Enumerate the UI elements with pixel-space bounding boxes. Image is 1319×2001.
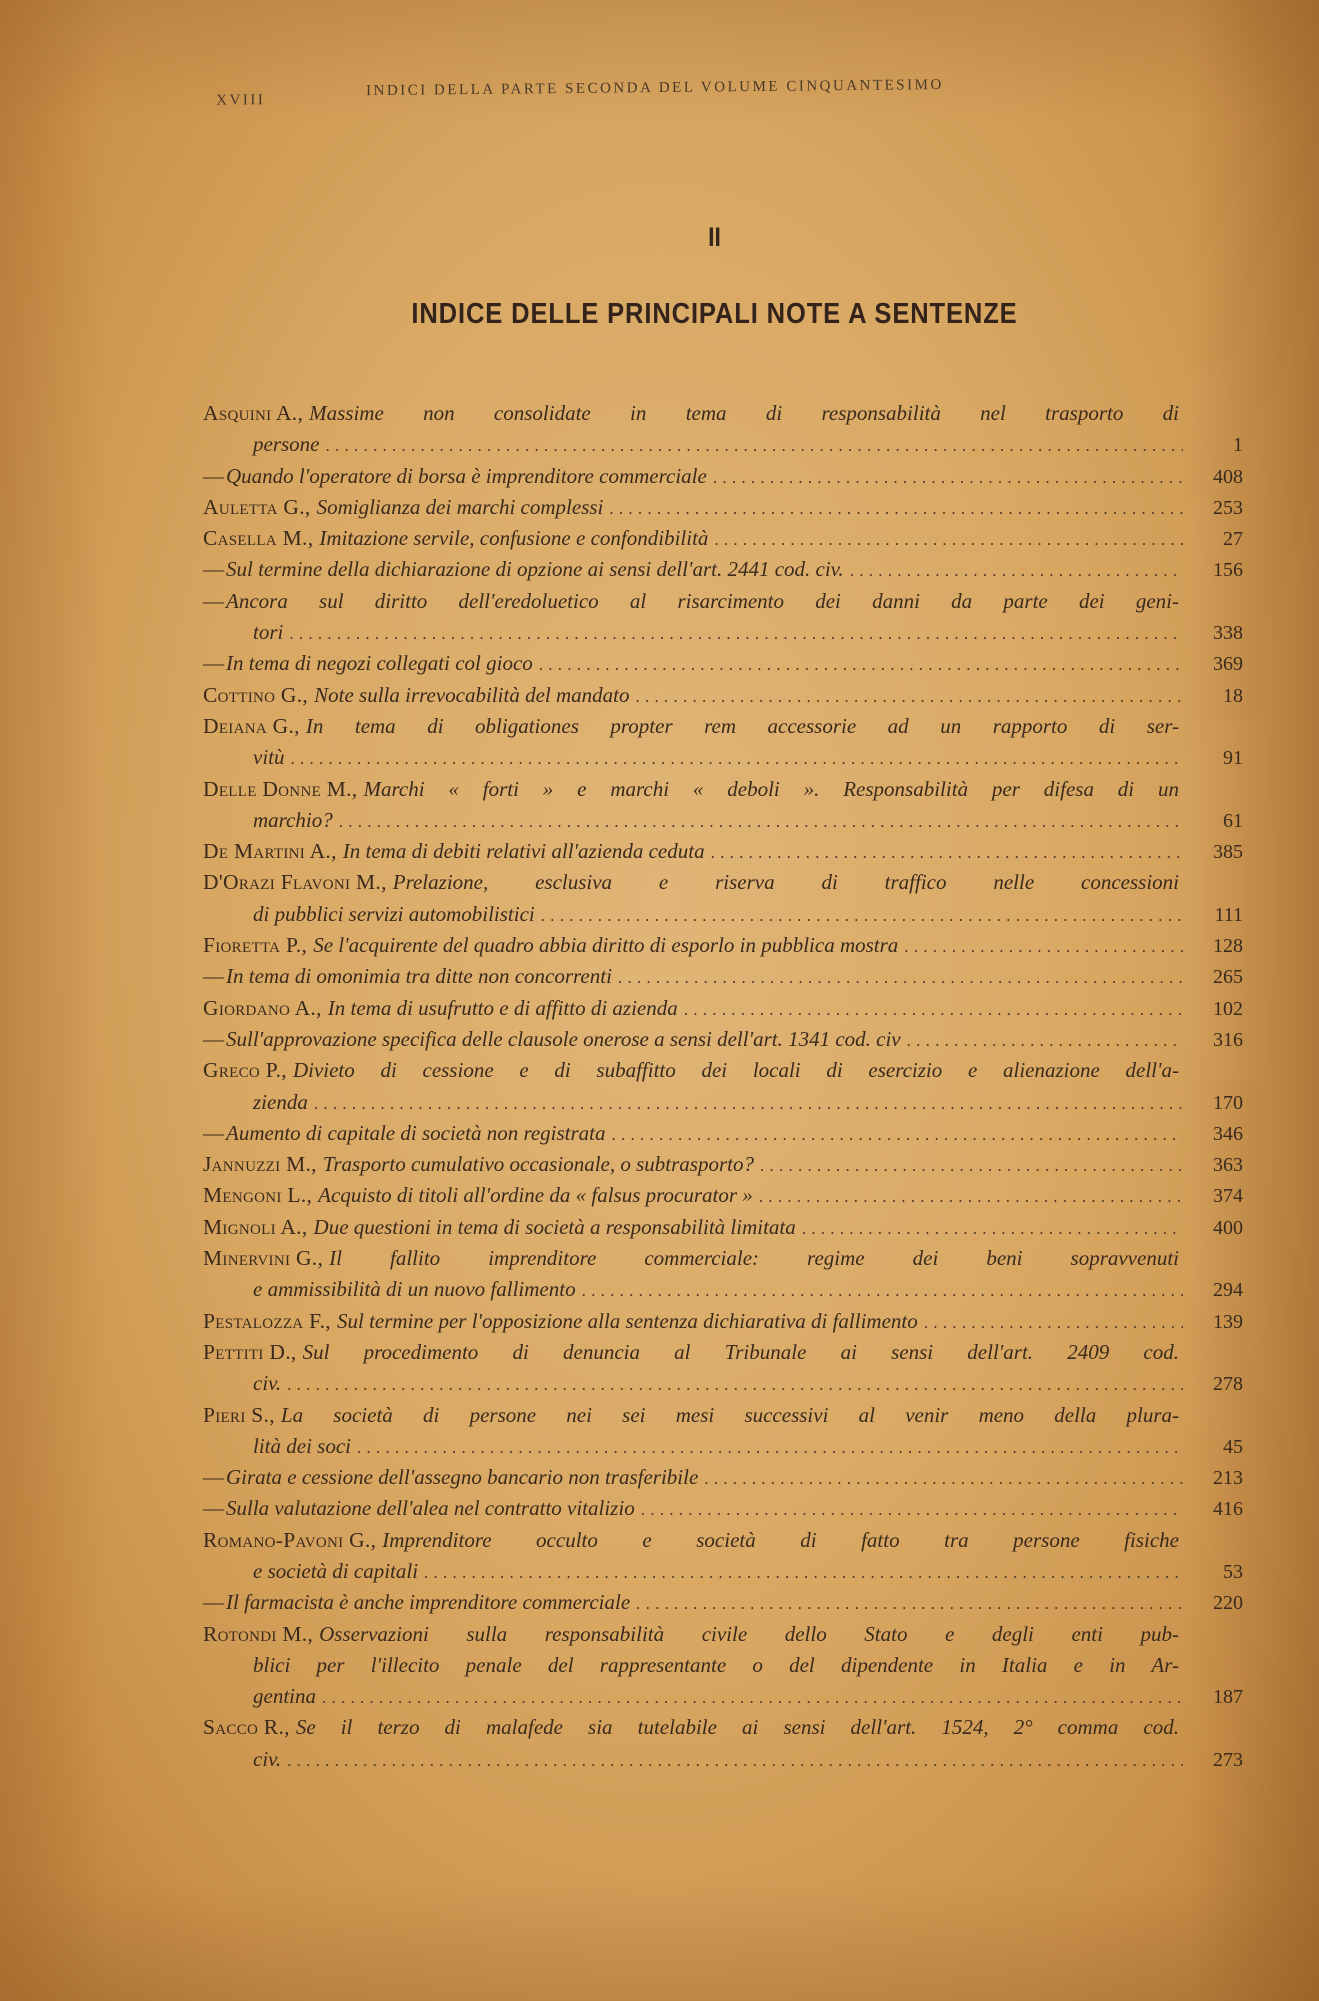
toc-line — [203, 492, 1243, 523]
entry-page-number: 187 — [1213, 1686, 1243, 1709]
dot-leader — [641, 1494, 1183, 1525]
entry-page-number: 278 — [1213, 1373, 1243, 1396]
toc-line — [203, 774, 1243, 805]
entry-author: Pieri S., — [203, 1402, 275, 1427]
entry-page-number: 128 — [1213, 935, 1243, 958]
toc-line — [203, 617, 1243, 648]
entry-author: Jannuzzi M., — [203, 1152, 317, 1177]
toc-entry — [203, 1149, 1243, 1180]
entry-page-number: 346 — [1213, 1122, 1243, 1145]
toc-line — [203, 1431, 1243, 1462]
entry-page-number: 385 — [1213, 841, 1243, 864]
table-of-contents — [203, 398, 1243, 1775]
entry-title: Imprenditore occulto e società di fatto tra persone fisiche — [382, 1527, 1179, 1552]
entry-title: In tema di usufrutto e di affitto di azienda — [327, 995, 678, 1020]
entry-page-number: 363 — [1213, 1154, 1243, 1177]
toc-entry — [203, 648, 1243, 679]
entry-page-number: 45 — [1223, 1435, 1243, 1458]
entry-title: Trasporto cumulativo occasionale, o subtrasporto? — [322, 1152, 754, 1177]
dot-leader — [759, 1181, 1183, 1212]
entry-page-number: 213 — [1213, 1467, 1243, 1490]
dot-leader — [924, 1307, 1183, 1338]
dot-leader — [289, 618, 1183, 649]
dot-leader — [684, 994, 1183, 1025]
entry-title: lità dei soci — [253, 1433, 351, 1458]
entry-title: Girata e cessione dell'assegno bancario non trasferibile — [226, 1465, 699, 1490]
toc-line — [203, 680, 1243, 711]
entry-title: Massime non consolidate in tema di responsabilità nel trasporto di — [309, 401, 1179, 425]
toc-line — [203, 836, 1243, 867]
running-head — [216, 75, 1106, 109]
dot-leader — [760, 1150, 1183, 1181]
entry-title: Il farmacista è anche imprenditore commerciale — [226, 1590, 631, 1615]
entry-title: Prelazione, esclusiva e riserva di traffico nelle concessioni — [392, 870, 1179, 895]
toc-entry — [203, 1619, 1243, 1713]
toc-line — [203, 1400, 1243, 1431]
toc-entry — [203, 461, 1243, 492]
dot-leader — [635, 681, 1183, 712]
entry-dash: — — [203, 1465, 224, 1490]
entry-page-number: 374 — [1213, 1185, 1243, 1208]
dot-leader — [711, 837, 1183, 868]
dot-leader — [291, 743, 1184, 774]
entry-page-number: 273 — [1213, 1748, 1243, 1771]
entry-title: Sul termine della dichiarazione di opzione ai sensi dell'art. 2441 cod. civ. — [226, 557, 844, 582]
section-title: INDICE DELLE PRINCIPALI NOTE A SENTENZE — [411, 298, 1018, 330]
toc-line — [203, 1556, 1243, 1587]
dot-leader — [714, 524, 1183, 555]
entry-author: Romano-Pavoni G., — [203, 1527, 377, 1552]
toc-line — [203, 1337, 1243, 1368]
entry-title: e società di capitali — [253, 1558, 419, 1583]
dot-leader — [850, 555, 1183, 586]
toc-entry — [203, 930, 1243, 961]
dot-leader — [802, 1213, 1183, 1244]
toc-entry — [203, 398, 1243, 461]
toc-line — [203, 1274, 1243, 1305]
toc-line — [203, 742, 1243, 773]
toc-line — [203, 1525, 1243, 1556]
entry-title: Imitazione servile, confusione e confondibilità — [319, 526, 709, 551]
entry-page-number: 265 — [1213, 966, 1243, 989]
entry-title: Sulla valutazione dell'alea nel contratto vitalizio — [226, 1496, 635, 1521]
entry-title: Osservazioni sulla responsabilità civile dello Stato e degli enti pub- — [319, 1621, 1179, 1646]
entry-author: Pestalozza F., — [203, 1308, 331, 1333]
toc-entry — [203, 1180, 1243, 1211]
toc-line — [203, 1744, 1243, 1775]
entry-dash: — — [203, 557, 224, 582]
entry-dash: — — [203, 651, 224, 676]
entry-page-number: 170 — [1213, 1091, 1243, 1114]
toc-line — [203, 648, 1243, 679]
toc-line — [203, 1493, 1243, 1524]
entry-title: In tema di debiti relativi all'azienda ceduta — [342, 839, 705, 864]
entry-page-number: 27 — [1223, 528, 1243, 551]
entry-page-number: 400 — [1213, 1216, 1243, 1239]
entry-title: gentina — [253, 1684, 316, 1709]
toc-entry — [203, 1462, 1243, 1493]
toc-line — [203, 1087, 1243, 1118]
entry-title: Se il terzo di malafede sia tutelabile ai sensi dell'art. 1524, 2° comma cod. — [295, 1715, 1179, 1740]
toc-entry — [203, 1212, 1243, 1243]
entry-dash: — — [203, 1120, 224, 1145]
toc-entry — [203, 1493, 1243, 1524]
entry-author: Minervini G., — [203, 1246, 324, 1271]
entry-page-number: 253 — [1213, 496, 1243, 519]
dot-leader — [618, 962, 1183, 993]
entry-title: civ. — [253, 1746, 282, 1771]
entry-dash: — — [203, 463, 224, 488]
dot-leader — [314, 1088, 1183, 1119]
toc-entry — [203, 993, 1243, 1024]
entry-title: Divieto di cessione e di subaffitto dei locali di esercizio e alienazione dell'a- — [292, 1058, 1179, 1083]
toc-entry — [203, 1337, 1243, 1400]
dot-leader — [713, 462, 1183, 493]
entry-title: Sul termine per l'opposizione alla sentenza dichiarativa di fallimento — [336, 1308, 918, 1333]
entry-page-number: 139 — [1213, 1310, 1243, 1333]
toc-line — [203, 1055, 1243, 1086]
entry-title: vitù — [253, 745, 285, 770]
toc-line — [203, 554, 1243, 585]
entry-page-number: 156 — [1213, 559, 1243, 582]
entry-page-number: 18 — [1223, 684, 1243, 707]
toc-entry — [203, 1525, 1243, 1588]
dot-leader — [339, 806, 1183, 837]
entry-title: marchio? — [253, 807, 333, 832]
toc-line — [203, 1306, 1243, 1337]
dot-leader — [357, 1432, 1183, 1463]
entry-page-number: 416 — [1213, 1498, 1243, 1521]
dot-leader — [424, 1557, 1183, 1588]
toc-line — [203, 1212, 1243, 1243]
toc-line — [203, 1149, 1243, 1180]
toc-entry — [203, 1306, 1243, 1337]
toc-line — [203, 398, 1243, 429]
entry-page-number: 316 — [1213, 1028, 1243, 1051]
dot-leader — [287, 1369, 1183, 1400]
entry-title: e ammissibilità di un nuovo fallimento — [253, 1277, 576, 1302]
entry-page-number: 61 — [1223, 809, 1243, 832]
toc-line — [203, 930, 1243, 961]
entry-page-number: 1 — [1233, 434, 1243, 457]
toc-line — [203, 1024, 1243, 1055]
entry-author: Fioretta P., — [203, 933, 308, 958]
dot-leader — [539, 649, 1183, 680]
entry-title: zienda — [253, 1089, 308, 1114]
entry-title: Sul procedimento di denuncia al Tribunale ai sensi dell'art. 2409 cod. — [302, 1339, 1179, 1364]
toc-line — [203, 961, 1243, 992]
toc-entry — [203, 1243, 1243, 1306]
entry-title: blici per l'illecito penale del rappresentante o del dipendente in Italia e in Ar- — [253, 1652, 1179, 1677]
entry-author: Casella M., — [203, 526, 314, 551]
entry-author: Pettiti D., — [203, 1339, 297, 1364]
toc-line — [203, 461, 1243, 492]
toc-line — [203, 1243, 1243, 1274]
entry-author: Sacco R., — [203, 1715, 290, 1740]
entry-page-number: 220 — [1213, 1592, 1243, 1615]
toc-entry — [203, 523, 1243, 554]
toc-line — [203, 1587, 1243, 1618]
entry-author: Rotondi M., — [203, 1621, 314, 1646]
entry-title: Marchi « forti » e marchi « deboli ». Responsabilità per difesa di un — [363, 776, 1179, 801]
entry-dash: — — [203, 1496, 224, 1521]
entry-title: In tema di negozi collegati col gioco — [226, 651, 533, 676]
toc-entry — [203, 836, 1243, 867]
entry-author: Auletta G., — [203, 494, 311, 519]
entry-title: Sull'approvazione specifica delle clausole onerose a sensi dell'art. 1341 cod. civ — [226, 1026, 901, 1051]
entry-author: De Martini A., — [203, 839, 337, 864]
toc-line — [203, 1681, 1243, 1712]
toc-line — [203, 993, 1243, 1024]
dot-leader — [704, 1463, 1183, 1494]
toc-entry — [203, 554, 1243, 585]
entry-page-number: 369 — [1213, 653, 1243, 676]
dot-leader — [907, 1025, 1183, 1056]
dot-leader — [287, 1745, 1183, 1776]
entry-title: civ. — [253, 1371, 282, 1396]
entry-author: Giordano A., — [203, 995, 322, 1020]
dot-leader — [582, 1275, 1183, 1306]
dot-leader — [322, 1682, 1183, 1713]
running-head-title: INDICI DELLA PARTE SECONDA DEL VOLUME CINQUANTESIMO — [366, 77, 944, 100]
entry-title: La società di persone nei sei mesi successivi al venir meno della plura- — [280, 1402, 1179, 1427]
toc-line — [203, 711, 1243, 742]
toc-line — [203, 1118, 1243, 1149]
entry-dash: — — [203, 1026, 224, 1051]
section-number: II — [708, 222, 721, 252]
dot-leader — [612, 1119, 1183, 1150]
toc-entry — [203, 1587, 1243, 1618]
entry-author: Asquini A., — [203, 401, 304, 425]
toc-line — [203, 1619, 1243, 1650]
entry-page-number: 294 — [1213, 1279, 1243, 1302]
entry-title: tori — [253, 620, 284, 645]
entry-author: Mignoli A., — [203, 1214, 308, 1239]
entry-title: In tema di obligationes propter rem accessorie ad un rapporto di ser- — [305, 713, 1179, 738]
toc-entry — [203, 1118, 1243, 1149]
entry-title: Il fallito imprenditore commerciale: regime dei beni sopravvenuti — [329, 1246, 1179, 1271]
toc-entry — [203, 586, 1243, 649]
entry-title: di pubblici servizi automobilistici — [253, 901, 535, 926]
entry-dash: — — [203, 588, 224, 613]
toc-line — [203, 586, 1243, 617]
dot-leader — [609, 493, 1183, 524]
entry-author: Cottino G., — [203, 682, 309, 707]
toc-entry — [203, 867, 1243, 930]
toc-line — [203, 1368, 1243, 1399]
toc-entry — [203, 711, 1243, 774]
entry-author: Mengoni L., — [203, 1183, 313, 1208]
entry-page-number: 102 — [1213, 997, 1243, 1020]
toc-entry — [203, 1400, 1243, 1463]
entry-title: In tema di omonimia tra ditte non concorrenti — [226, 964, 612, 989]
dot-leader — [904, 931, 1183, 962]
toc-entry — [203, 492, 1243, 523]
entry-title: Somiglianza dei marchi complessi — [316, 494, 604, 519]
entry-page-number: 408 — [1213, 465, 1243, 488]
dot-leader — [636, 1588, 1183, 1619]
entry-page-number: 338 — [1213, 622, 1243, 645]
toc-line — [203, 523, 1243, 554]
entry-author: Deiana G., — [203, 713, 300, 738]
entry-page-number: 91 — [1223, 747, 1243, 770]
entry-title: Acquisto di titoli all'ordine da « falsus procurator » — [318, 1183, 753, 1208]
dot-leader — [541, 900, 1183, 931]
entry-author: Delle Donne M., — [203, 776, 358, 801]
toc-entry — [203, 774, 1243, 837]
toc-entry — [203, 961, 1243, 992]
entry-title: Ancora sul diritto dell'eredoluetico al risarcimento dei danni da parte dei geni- — [226, 588, 1179, 613]
entry-title: Note sulla irrevocabilità del mandato — [314, 682, 630, 707]
toc-line — [203, 1462, 1243, 1493]
toc-entry — [203, 1024, 1243, 1055]
toc-line — [203, 1650, 1243, 1681]
toc-line — [203, 867, 1243, 898]
entry-title: Aumento di capitale di società non registrata — [226, 1120, 606, 1145]
entry-page-number: 53 — [1223, 1560, 1243, 1583]
page-folio: XVIII — [216, 92, 266, 109]
dot-leader — [326, 430, 1184, 461]
entry-title: Se l'acquirente del quadro abbia diritto di esporlo in pubblica mostra — [313, 933, 899, 958]
toc-line — [203, 1712, 1243, 1743]
toc-line — [203, 805, 1243, 836]
entry-title: Due questioni in tema di società a responsabilità limitata — [313, 1214, 796, 1239]
toc-line — [203, 429, 1243, 460]
entry-title: Quando l'operatore di borsa è imprenditore commerciale — [226, 463, 707, 488]
entry-title: persone — [253, 432, 320, 457]
entry-dash: — — [203, 1590, 224, 1615]
toc-line — [203, 899, 1243, 930]
entry-page-number: 111 — [1214, 903, 1243, 926]
toc-entry — [203, 1055, 1243, 1118]
toc-entry — [203, 1712, 1243, 1775]
entry-author: Greco P., — [203, 1058, 287, 1083]
toc-entry — [203, 680, 1243, 711]
entry-author: D'Orazi Flavoni M., — [203, 870, 387, 895]
toc-line — [203, 1180, 1243, 1211]
entry-dash: — — [203, 964, 224, 989]
